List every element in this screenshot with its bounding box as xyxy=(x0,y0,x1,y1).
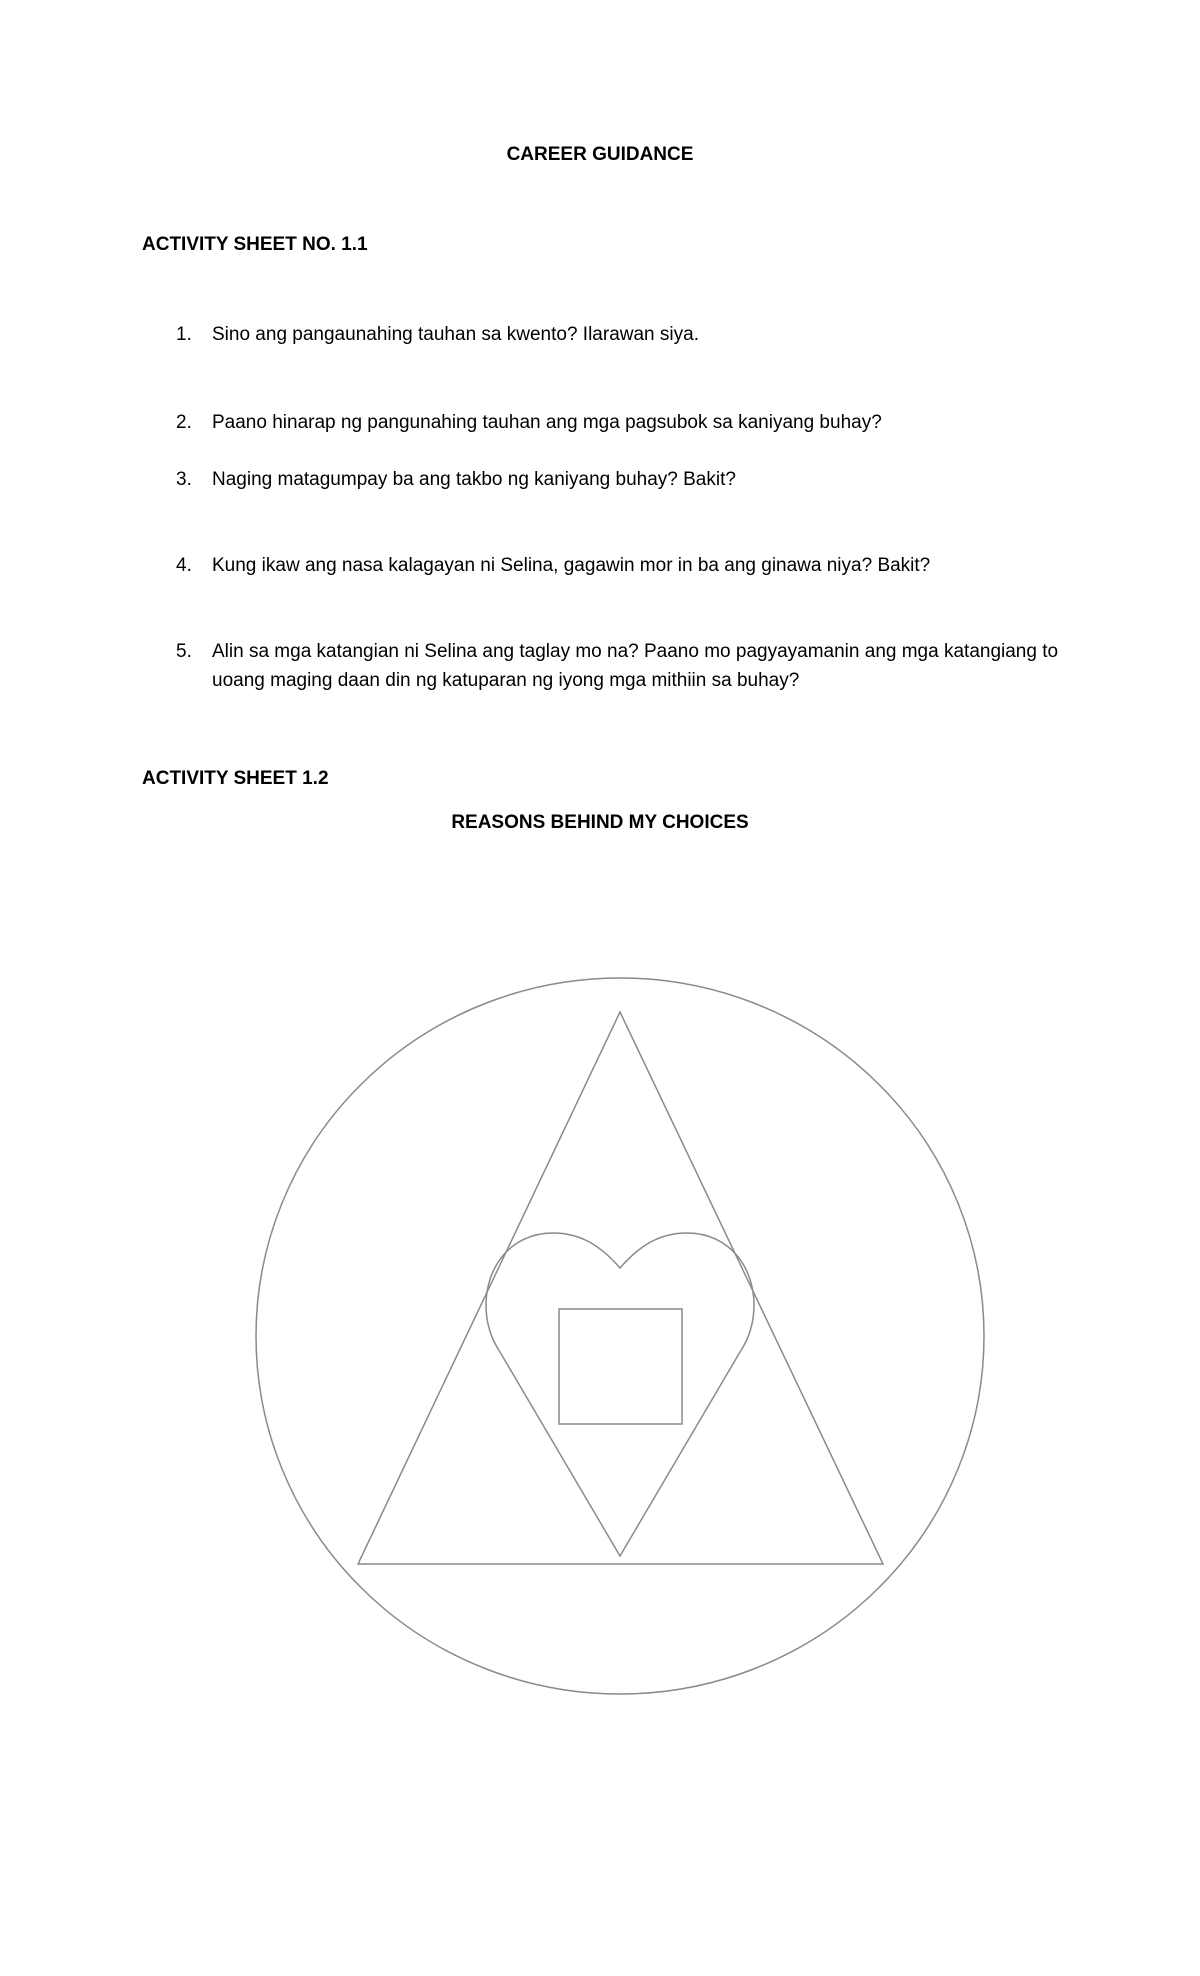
question-text: Alin sa mga katangian ni Selina ang taglay mo na? Paano mo pagyayamanin ang mga katangiang to uoang maging daan din ng katuparan ng iyong mga mithiin sa buhay? xyxy=(212,641,1059,691)
outer-circle xyxy=(256,978,984,1694)
page-title: CAREER GUIDANCE xyxy=(506,144,694,165)
activity-1-2-heading: ACTIVITY SHEET 1.2 xyxy=(142,768,329,789)
question-item xyxy=(176,551,1076,580)
question-number: 3. xyxy=(176,469,192,490)
question-text: Naging matagumpay ba ang takbo ng kaniyang buhay? Bakit? xyxy=(212,469,736,490)
square-shape xyxy=(559,1309,682,1424)
heart-icon xyxy=(486,1233,754,1556)
question-number: 4. xyxy=(176,555,192,576)
question-text: Kung ikaw ang nasa kalagayan ni Selina, gagawin mor in ba ang ginawa niya? Bakit? xyxy=(212,555,931,576)
question-item xyxy=(176,637,1076,695)
question-number: 5. xyxy=(176,641,192,662)
question-text: Sino ang pangaunahing tauhan sa kwento? Ilarawan siya. xyxy=(212,324,699,345)
question-item xyxy=(176,465,1076,494)
activity-1-1-heading: ACTIVITY SHEET NO. 1.1 xyxy=(142,234,368,255)
question-number: 1. xyxy=(176,324,192,345)
triangle-shape xyxy=(358,1012,883,1564)
question-text: Paano hinarap ng pangunahing tauhan ang mga pagsubok sa kaniyang buhay? xyxy=(212,412,882,433)
question-item xyxy=(176,320,1076,349)
question-item xyxy=(176,408,1076,437)
question-number: 2. xyxy=(176,412,192,433)
activity-1-2-subheading: REASONS BEHIND MY CHOICES xyxy=(451,812,749,833)
